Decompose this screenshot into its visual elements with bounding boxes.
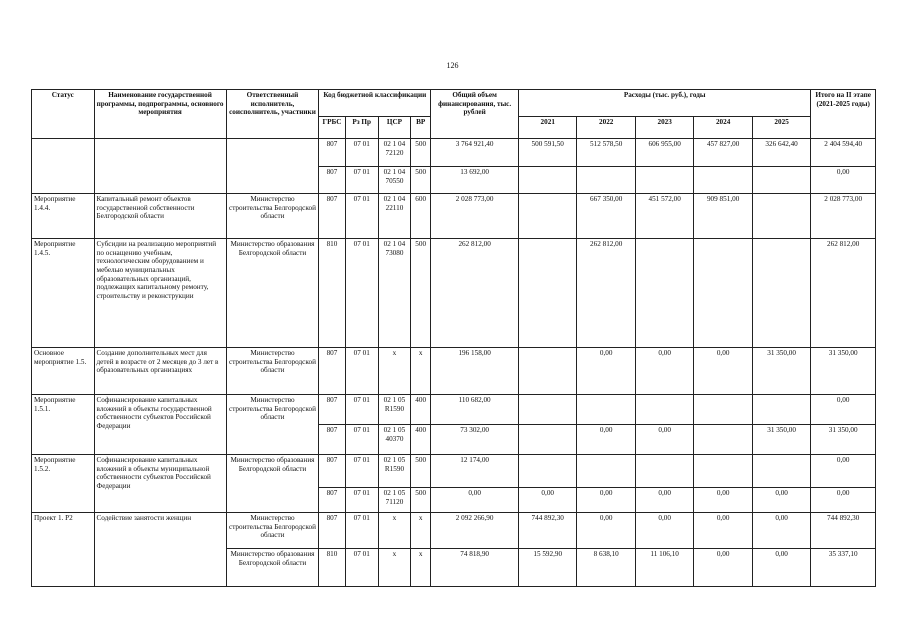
cell-status: Мероприятие 1.5.1. bbox=[32, 395, 95, 455]
cell-csr: 02 1 05 40370 bbox=[378, 425, 410, 455]
cell-responsible: Министерство строительства Белгородской области bbox=[226, 513, 319, 549]
cell-status: Мероприятие 1.4.4. bbox=[32, 194, 95, 239]
header-budget-code: Код бюджетной классификации bbox=[319, 90, 431, 117]
cell-total: 2 092 266,90 bbox=[431, 513, 519, 549]
cell-vr: 600 bbox=[411, 194, 431, 239]
cell-itogo: 0,00 bbox=[811, 488, 876, 513]
cell-2023: 11 106,10 bbox=[635, 549, 693, 587]
cell-2025 bbox=[752, 194, 810, 239]
cell-grbs: 807 bbox=[319, 194, 345, 239]
cell-name: Создание дополнительных мест для детей в возрасте от 2 месяцев до 3 лет в образовательных организациях bbox=[94, 348, 226, 395]
cell-2023: 0,00 bbox=[635, 425, 693, 455]
cell-itogo: 0,00 bbox=[811, 395, 876, 425]
cell-grbs: 807 bbox=[319, 513, 345, 549]
cell-2024 bbox=[694, 239, 752, 348]
page-number: 126 bbox=[446, 61, 459, 70]
cell-2021 bbox=[518, 425, 576, 455]
header-grbs: ГРБС bbox=[319, 117, 345, 139]
cell-2024: 0,00 bbox=[694, 488, 752, 513]
cell-2021 bbox=[518, 194, 576, 239]
cell-rz: 07 01 bbox=[345, 488, 378, 513]
cell-2025 bbox=[752, 395, 810, 425]
cell-vr: х bbox=[411, 549, 431, 587]
table-row bbox=[32, 239, 876, 348]
cell-vr: 400 bbox=[411, 425, 431, 455]
cell-responsible: Министерство образования Белгородской области bbox=[226, 455, 319, 513]
cell-2022: 0,00 bbox=[577, 348, 635, 395]
cell-csr: х bbox=[378, 513, 410, 549]
cell-2021 bbox=[518, 348, 576, 395]
cell-itogo: 2 404 594,40 bbox=[811, 139, 876, 167]
cell-csr: 02 1 04 72120 bbox=[378, 139, 410, 167]
cell-name: Софинансирование капитальных вложений в объекты муниципальной собственности субъектов Российской Федерации bbox=[94, 455, 226, 513]
cell-itogo: 0,00 bbox=[811, 455, 876, 488]
table-row bbox=[32, 455, 876, 488]
cell-2023 bbox=[635, 167, 693, 194]
cell-2025: 0,00 bbox=[752, 513, 810, 549]
cell-2023: 0,00 bbox=[635, 348, 693, 395]
table-row bbox=[32, 194, 876, 239]
cell-2022: 512 578,50 bbox=[577, 139, 635, 167]
cell-2023: 606 955,00 bbox=[635, 139, 693, 167]
cell-total: 3 764 921,40 bbox=[431, 139, 519, 167]
cell-2023: 451 572,00 bbox=[635, 194, 693, 239]
cell-name: Капитальный ремонт объектов государственной собственности Белгородской области bbox=[94, 194, 226, 239]
cell-2025 bbox=[752, 239, 810, 348]
cell-2025 bbox=[752, 455, 810, 488]
cell-itogo: 31 350,00 bbox=[811, 348, 876, 395]
cell-2024: 0,00 bbox=[694, 549, 752, 587]
cell-vr: 500 bbox=[411, 239, 431, 348]
header-2022: 2022 bbox=[577, 117, 635, 139]
cell-2024 bbox=[694, 167, 752, 194]
cell-2022: 262 812,00 bbox=[577, 239, 635, 348]
cell-2025: 326 642,40 bbox=[752, 139, 810, 167]
cell-2023 bbox=[635, 395, 693, 425]
cell-2025: 31 350,00 bbox=[752, 348, 810, 395]
header-expenses: Расходы (тыс. руб.), годы bbox=[518, 90, 810, 117]
cell-vr: 500 bbox=[411, 139, 431, 167]
cell-grbs: 810 bbox=[319, 549, 345, 587]
cell-name bbox=[94, 139, 226, 194]
cell-2024: 457 827,00 bbox=[694, 139, 752, 167]
table-header bbox=[32, 90, 876, 139]
cell-2022: 667 350,00 bbox=[577, 194, 635, 239]
cell-2023: 0,00 bbox=[635, 513, 693, 549]
cell-name: Субсидии на реализацию мероприятий по оснащению учебным, технологическим оборудованием и мебелью муниципальных образовательных организаций, подлежащих капитальному ремонту, строительству и реконструкции bbox=[94, 239, 226, 348]
cell-2024 bbox=[694, 455, 752, 488]
cell-responsible: Министерство образования Белгородской области bbox=[226, 239, 319, 348]
cell-2021: 0,00 bbox=[518, 488, 576, 513]
cell-2023 bbox=[635, 239, 693, 348]
cell-status bbox=[32, 139, 95, 194]
cell-grbs: 810 bbox=[319, 239, 345, 348]
cell-total: 262 812,00 bbox=[431, 239, 519, 348]
cell-2021 bbox=[518, 239, 576, 348]
cell-csr: 02 1 05 R1590 bbox=[378, 455, 410, 488]
cell-2022 bbox=[577, 395, 635, 425]
header-2024: 2024 bbox=[694, 117, 752, 139]
header-status: Статус bbox=[32, 90, 95, 139]
cell-total: 196 158,00 bbox=[431, 348, 519, 395]
cell-rz: 07 01 bbox=[345, 167, 378, 194]
header-responsible: Ответственный исполнитель, соисполнитель, участники bbox=[226, 90, 319, 139]
cell-grbs: 807 bbox=[319, 488, 345, 513]
cell-total: 13 692,00 bbox=[431, 167, 519, 194]
cell-grbs: 807 bbox=[319, 395, 345, 425]
cell-status: Основное мероприятие 1.5. bbox=[32, 348, 95, 395]
header-name: Наименование государственной программы, подпрограммы, основного мероприятия bbox=[94, 90, 226, 139]
cell-grbs: 807 bbox=[319, 425, 345, 455]
cell-itogo: 31 350,00 bbox=[811, 425, 876, 455]
cell-rz: 07 01 bbox=[345, 239, 378, 348]
cell-responsible: Министерство строительства Белгородской области bbox=[226, 194, 319, 239]
cell-total: 73 302,00 bbox=[431, 425, 519, 455]
cell-grbs: 807 bbox=[319, 167, 345, 194]
cell-rz: 07 01 bbox=[345, 348, 378, 395]
cell-total: 12 174,00 bbox=[431, 455, 519, 488]
budget-table bbox=[31, 89, 876, 587]
cell-csr: 02 1 04 73080 bbox=[378, 239, 410, 348]
cell-responsible bbox=[226, 139, 319, 194]
cell-2021: 500 591,50 bbox=[518, 139, 576, 167]
cell-name: Софинансирование капитальных вложений в объекты государственной собственности субъектов Российской Федерации bbox=[94, 395, 226, 455]
cell-2025: 0,00 bbox=[752, 488, 810, 513]
cell-itogo: 0,00 bbox=[811, 167, 876, 194]
cell-2024: 0,00 bbox=[694, 348, 752, 395]
header-2021: 2021 bbox=[518, 117, 576, 139]
cell-rz: 07 01 bbox=[345, 549, 378, 587]
header-2025: 2025 bbox=[752, 117, 810, 139]
cell-itogo: 35 337,10 bbox=[811, 549, 876, 587]
cell-vr: 500 bbox=[411, 455, 431, 488]
cell-total: 110 682,00 bbox=[431, 395, 519, 425]
cell-rz: 07 01 bbox=[345, 455, 378, 488]
table-row bbox=[32, 348, 876, 395]
cell-responsible: Министерство образования Белгородской области bbox=[226, 549, 319, 587]
cell-grbs: 807 bbox=[319, 139, 345, 167]
cell-rz: 07 01 bbox=[345, 395, 378, 425]
cell-2021: 15 592,90 bbox=[518, 549, 576, 587]
header-vr: ВР bbox=[411, 117, 431, 139]
cell-2024: 909 851,00 bbox=[694, 194, 752, 239]
cell-rz: 07 01 bbox=[345, 425, 378, 455]
cell-status: Проект 1. Р2 bbox=[32, 513, 95, 587]
cell-csr: 02 1 05 R1590 bbox=[378, 395, 410, 425]
cell-responsible: Министерство строительства Белгородской области bbox=[226, 395, 319, 455]
cell-2025 bbox=[752, 167, 810, 194]
cell-rz: 07 01 bbox=[345, 139, 378, 167]
cell-2022: 0,00 bbox=[577, 513, 635, 549]
cell-2021 bbox=[518, 167, 576, 194]
header-itogo: Итого на II этапе (2021-2025 годы) bbox=[811, 90, 876, 139]
cell-2025: 31 350,00 bbox=[752, 425, 810, 455]
cell-total: 74 818,90 bbox=[431, 549, 519, 587]
cell-2022: 0,00 bbox=[577, 488, 635, 513]
cell-2024: 0,00 bbox=[694, 513, 752, 549]
cell-2021: 744 892,30 bbox=[518, 513, 576, 549]
cell-vr: 500 bbox=[411, 488, 431, 513]
cell-csr: 02 1 04 22110 bbox=[378, 194, 410, 239]
cell-total: 0,00 bbox=[431, 488, 519, 513]
cell-2021 bbox=[518, 395, 576, 425]
table-row bbox=[32, 139, 876, 167]
cell-2022 bbox=[577, 167, 635, 194]
cell-status: Мероприятие 1.4.5. bbox=[32, 239, 95, 348]
table-row bbox=[32, 395, 876, 425]
cell-2022: 8 638,10 bbox=[577, 549, 635, 587]
cell-itogo: 2 028 773,00 bbox=[811, 194, 876, 239]
cell-2022 bbox=[577, 455, 635, 488]
cell-total: 2 028 773,00 bbox=[431, 194, 519, 239]
cell-vr: 500 bbox=[411, 167, 431, 194]
cell-vr: 400 bbox=[411, 395, 431, 425]
cell-2023: 0,00 bbox=[635, 488, 693, 513]
cell-vr: х bbox=[411, 513, 431, 549]
cell-responsible: Министерство строительства Белгородской области bbox=[226, 348, 319, 395]
cell-rz: 07 01 bbox=[345, 194, 378, 239]
cell-vr: х bbox=[411, 348, 431, 395]
cell-csr: х bbox=[378, 549, 410, 587]
cell-csr: х bbox=[378, 348, 410, 395]
cell-status: Мероприятие 1.5.2. bbox=[32, 455, 95, 513]
cell-rz: 07 01 bbox=[345, 513, 378, 549]
cell-2021 bbox=[518, 455, 576, 488]
cell-name: Содействие занятости женщин bbox=[94, 513, 226, 587]
cell-2024 bbox=[694, 425, 752, 455]
header-2023: 2023 bbox=[635, 117, 693, 139]
cell-itogo: 262 812,00 bbox=[811, 239, 876, 348]
cell-grbs: 807 bbox=[319, 455, 345, 488]
header-csr: ЦСР bbox=[378, 117, 410, 139]
table-row bbox=[32, 513, 876, 549]
cell-2024 bbox=[694, 395, 752, 425]
cell-2023 bbox=[635, 455, 693, 488]
header-rz: Рз Пр bbox=[345, 117, 378, 139]
cell-grbs: 807 bbox=[319, 348, 345, 395]
cell-csr: 02 1 04 70550 bbox=[378, 167, 410, 194]
cell-2025: 0,00 bbox=[752, 549, 810, 587]
cell-itogo: 744 892,30 bbox=[811, 513, 876, 549]
cell-csr: 02 1 05 71120 bbox=[378, 488, 410, 513]
cell-2022: 0,00 bbox=[577, 425, 635, 455]
header-total: Общий объем финансирования, тыс. рублей bbox=[431, 90, 519, 139]
